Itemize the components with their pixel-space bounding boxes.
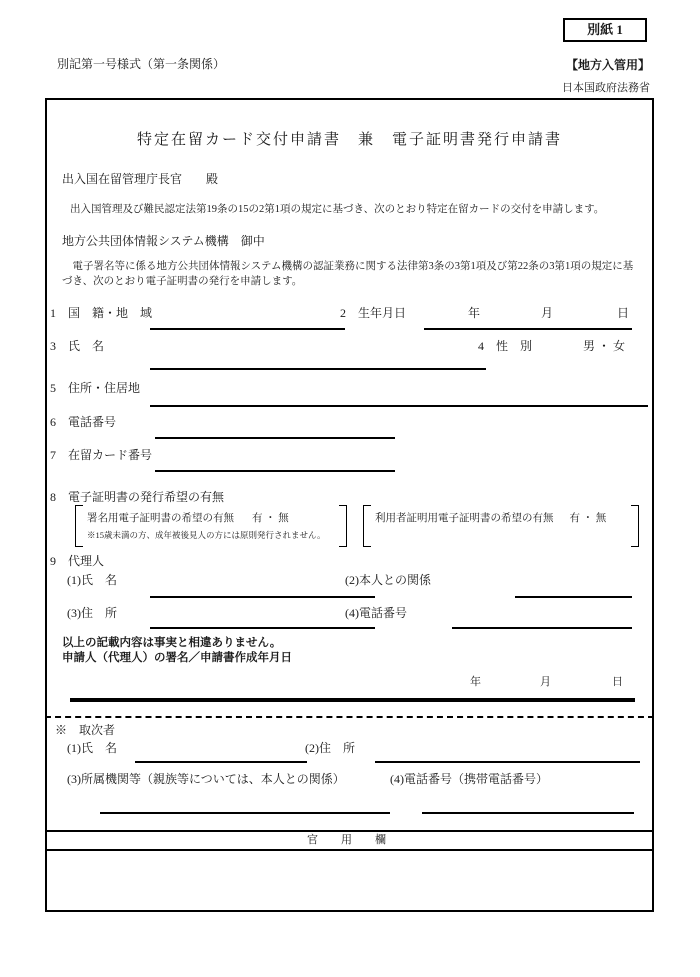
official-use-header: 官 用 欄 [45,830,654,851]
signature-cert-options[interactable]: 有 ・ 無 [252,513,289,524]
phone-input-line[interactable] [155,437,395,439]
user-cert-options[interactable]: 有 ・ 無 [569,513,607,524]
nationality-label: 1 国 籍・地 域 [50,306,153,320]
proxy-phone-label: (4)電話番号 [345,606,407,620]
phone-label: 6 電話番号 [50,415,117,429]
address-input-line[interactable] [150,405,648,407]
signature-cert-label: 署名用電子証明書の希望の有無 [87,513,234,524]
signature-cert-note: ※15歳未満の方、成年被後見人の方には原則発行されません。 [87,530,326,540]
agent-name-input-line[interactable] [135,761,307,763]
agent-section-divider [45,716,654,718]
proxy-address-input-line[interactable] [150,627,375,629]
address-label: 5 住所・住居地 [50,381,141,395]
proxy-relation-input-line[interactable] [515,596,632,598]
signature-input-line[interactable] [70,698,635,702]
user-cert-label: 利用者証明用電子証明書の希望の有無 [375,513,554,524]
agent-address-input-line[interactable] [375,761,640,763]
agent-phone-label: (4)電話番号（携帯電話番号） [390,772,548,786]
agent-address-label: (2)住 所 [305,741,355,755]
user-cert-group [363,505,639,547]
birthdate-year-label: 年 [468,306,481,320]
residence-card-input-line[interactable] [155,470,395,472]
agent-name-label: (1)氏 名 [67,741,117,755]
birthdate-day-label: 日 [617,306,630,320]
agent-org-input-line[interactable] [100,812,390,814]
sex-options[interactable]: 男 ・ 女 [583,339,626,353]
declaration-line1: 以上の記載内容は事実と相違ありません。 [62,637,282,649]
form-code-label: 別記第一号様式（第一条関係） [57,57,226,71]
government-label: 日本国政府法務省 [562,82,650,94]
birthdate-label: 2 生年月日 [340,306,407,320]
cert-section-label: 8 電子証明書の発行希望の有無 [50,490,225,504]
right-bracket-icon [339,505,347,547]
right-bracket-icon [631,505,639,547]
name-label: 3 氏 名 [50,339,105,353]
official-use-area [47,853,652,910]
proxy-name-label: (1)氏 名 [67,573,117,587]
sign-day-label: 日 [612,676,623,688]
birthdate-input-line[interactable] [424,328,632,330]
use-label: 【地方入管用】 [565,58,650,72]
proxy-section-label: 9 代理人 [50,554,105,568]
name-input-line[interactable] [150,368,486,370]
left-bracket-icon [363,505,371,547]
agent-org-label: (3)所属機関等（親族等については、本人との関係） [67,772,345,786]
sign-month-label: 月 [540,676,551,688]
declaration-line2: 申請人（代理人）の署名／申請書作成年月日 [62,652,292,664]
statement-card: 出入国管理及び難民認定法第19条の15の2第1項の規定に基づき、次のとおり特定在留カードの交付を申請します。 [70,204,605,215]
proxy-phone-input-line[interactable] [452,627,632,629]
attachment-number-box: 別紙 1 [563,18,647,42]
left-bracket-icon [75,505,83,547]
addressee-jlis: 地方公共団体情報システム機構 御中 [62,234,265,248]
addressee-immigration: 出入国在留管理庁長官 殿 [62,172,219,186]
agent-section-label: ※ 取次者 [55,723,116,737]
signature-cert-group [75,505,347,547]
form-title: 特定在留カード交付申請書 兼 電子証明書発行申請書 [136,132,562,148]
birthdate-month-label: 月 [541,306,554,320]
agent-phone-input-line[interactable] [422,812,634,814]
statement-cert: 電子署名等に係る地方公共団体情報システム機構の認証業務に関する法律第3条の3第1項及び第22条の3第1項の規定に基づき、次のとおり電子証明書の発行を申請します。 [62,261,634,288]
proxy-address-label: (3)住 所 [67,606,117,620]
residence-card-label: 7 在留カード番号 [50,448,153,462]
sex-label: 4 性 別 [478,339,533,353]
proxy-relation-label: (2)本人との関係 [345,573,431,587]
nationality-input-line[interactable] [150,328,345,330]
proxy-name-input-line[interactable] [150,596,375,598]
sign-year-label: 年 [470,676,481,688]
